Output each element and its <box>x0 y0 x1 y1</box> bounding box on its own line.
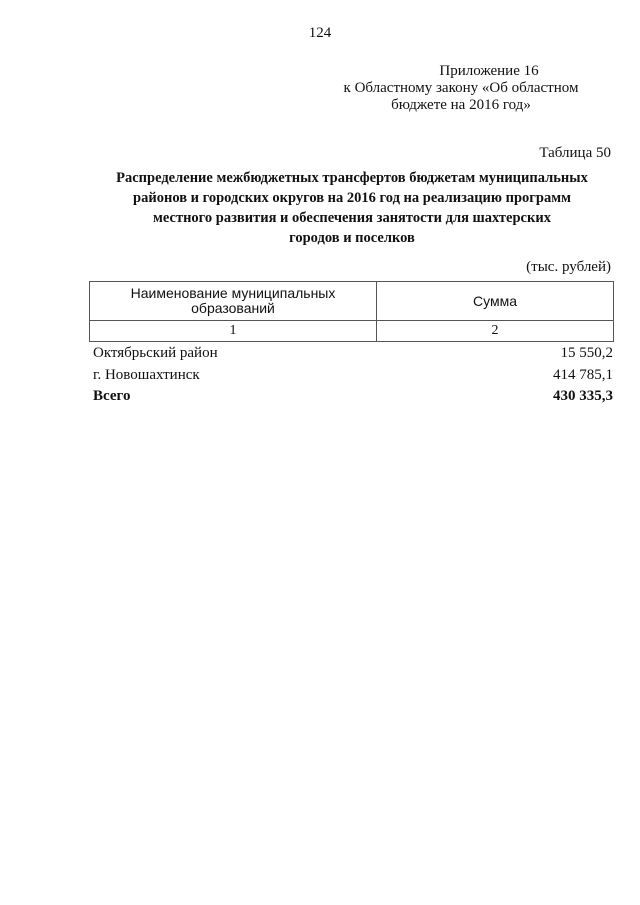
appendix-line-1: к Областному закону «Об областном <box>343 80 579 96</box>
title-line-4: городов и поселков <box>289 230 415 246</box>
column-number-row <box>90 321 614 342</box>
header-municipality <box>90 282 377 321</box>
header-sum: Сумма <box>377 282 614 321</box>
title-line-2: районов и городских округов на 2016 год на реализацию программ <box>133 190 571 206</box>
title-line-3: местного развития и обеспечения занятости для шахтерских <box>153 210 551 226</box>
header-municipality-line-2: образований <box>191 300 275 316</box>
page-number: 124 <box>308 25 332 41</box>
column-number-2: 2 <box>377 321 614 342</box>
amount-value: 414 785,1 <box>553 367 613 383</box>
municipality-name: г. Новошахтинск <box>93 367 200 383</box>
amount-value: 15 550,2 <box>560 345 613 361</box>
municipality-name: Октябрьский район <box>93 345 218 361</box>
table-row <box>93 367 613 387</box>
table-header-row <box>90 282 614 321</box>
header-municipality-line-1: Наименование муниципальных <box>130 285 336 301</box>
document-title <box>80 168 624 248</box>
distribution-table <box>89 281 614 342</box>
total-value: 430 335,3 <box>553 388 613 404</box>
table-number: Таблица 50 <box>539 145 611 161</box>
appendix-block <box>311 63 611 114</box>
appendix-line-2: бюджете на 2016 год» <box>391 97 531 113</box>
appendix-title: Приложение 16 <box>439 63 539 79</box>
total-label: Всего <box>93 388 131 404</box>
total-row <box>93 388 613 408</box>
units-label: (тыс. рублей) <box>526 259 611 275</box>
title-line-1: Распределение межбюджетных трансфертов бюджетам муниципальных <box>116 170 588 186</box>
table-row <box>93 345 613 365</box>
column-number-1: 1 <box>90 321 377 342</box>
